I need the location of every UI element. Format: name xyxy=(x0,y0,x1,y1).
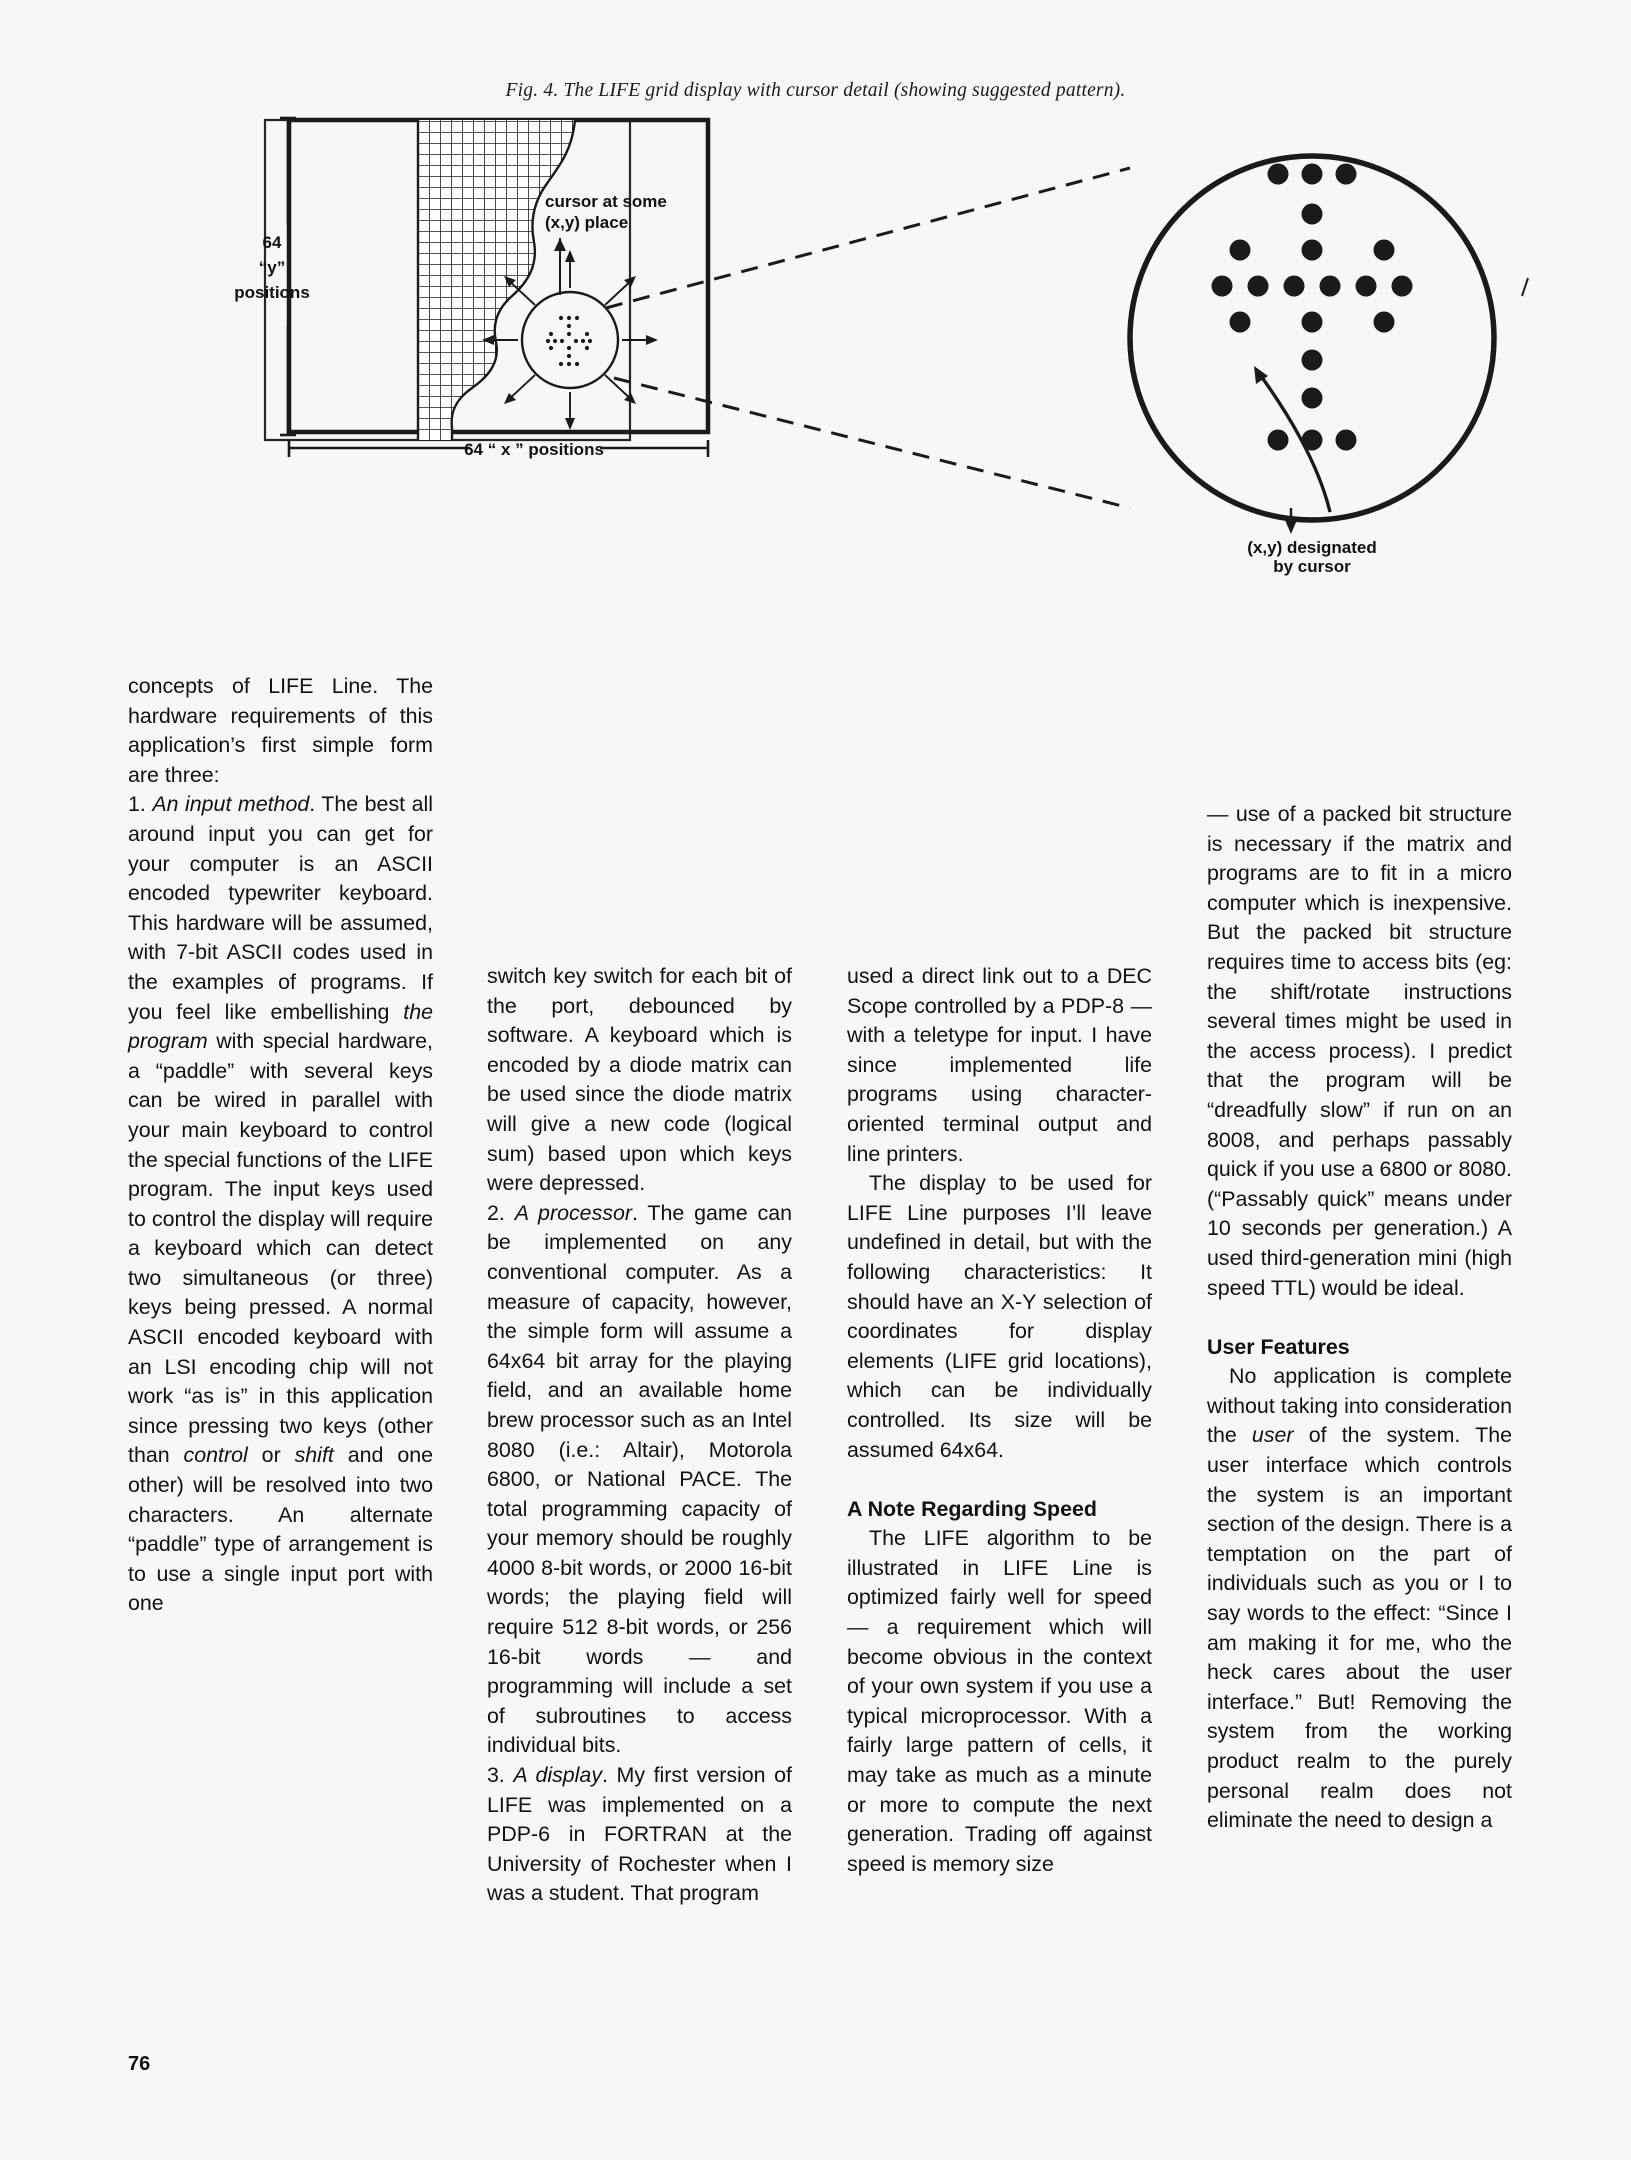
detail-tick-mark xyxy=(1522,278,1528,296)
y-axis-label xyxy=(234,233,310,302)
figure-life-grid-display xyxy=(0,110,1631,630)
paragraph: — use of a packed bit structure is necessary if the matrix and programs are to fit in a micro computer which is inexpensive. But the packed bit structure requires time to access bits (eg: the shift/rotate instructions several times might be used in the access process). I predict that the program will be “dreadfully slow” if run on an 8008, and perhaps passably quick if you use a 6800 or 8080. (“Passably quick” means under 10 seconds per generation.) A used third-generation mini (high speed TTL) would be ideal. xyxy=(1207,802,1512,1300)
paragraph: 1. An input method. The best all around input you can get for your computer is an ASCII encoded typewriter keyboard. This hardware will be assumed, with 7-bit ASCII codes used in the examples of programs. If you feel like embellishing the program with special hardware, a “paddle” with several keys can be wired in parallel with your main keyboard to control the special functions of the LIFE program. The input keys used to control the display will require a keyboard which can detect two simultaneous (or three) keys being pressed. A normal ASCII encoded keyboard with an LSI encoding chip will not work “as is” in this application since pressing two keys (other than control or shift and one other) will be resolved into two characters. An alternate “paddle” type of arrangement is to use a single input port with one xyxy=(128,792,434,1616)
paragraph: The display to be used for LIFE Line purposes I’ll leave undefined in detail, but with the following characteristics: It should have an X-Y selection of coordinates for display elements (LIFE grid locations), which can be individually controlled. Its size will be assumed 64x64. xyxy=(847,1171,1152,1462)
paragraph-spacer xyxy=(1207,1303,1512,1333)
text-column-3 xyxy=(847,962,1152,1879)
cursor-callout-label xyxy=(545,192,667,295)
cursor-label-line2: (x,y) place xyxy=(545,213,629,232)
y-axis-label-line3: positions xyxy=(234,283,310,302)
text-column-2 xyxy=(487,962,792,1909)
y-axis-label-line2: “y” xyxy=(258,258,286,277)
paragraph: 3. A display. My first version of LIFE was implemented on a PDP-6 in FORTRAN at the University of Rochester when I was a student. That program xyxy=(487,1763,792,1906)
y-axis-label-line1: 64 xyxy=(262,233,282,252)
paragraph: switch key switch for each bit of the port, debounced by software. A keyboard which is encoded by a diode matrix can be used since the diode matrix will give a new code (logical sum) based upon which keys were depressed. xyxy=(487,964,792,1196)
cursor-detail-magnified xyxy=(1130,156,1528,520)
paragraph: The LIFE algorithm to be illustrated in LIFE Line is optimized fairly well for speed — a requirement which will become obvious in the context of your own system if you use a typical microprocessor. With a fairly large pattern of cells, it may take as much as a minute or more to compute the next generation. Trading off against speed is memory size xyxy=(847,1526,1152,1876)
paragraph: used a direct link out to a DEC Scope controlled by a PDP-8 — with a teletype for input. I have since implemented life programs using character-oriented terminal output and line printers. xyxy=(847,964,1152,1166)
designated-label-line2: by cursor xyxy=(1273,557,1351,576)
paragraph: 2. A processor. The game can be implemented on any conventional computer. As a measure of capacity, however, the simple form will assume a 64x64 bit array for the playing field, and an available home brew processor such as an Intel 8080 (i.e.: Altair), Motorola 6800, or National PACE. The total programming capacity of your memory should be roughly 4000 8-bit words, or 2000 16-bit words; the playing field will require 512 8-bit words, or 256 16-bit words — and programming will include a set of subroutines to access individual bits. xyxy=(487,1200,792,1758)
text-column-4 xyxy=(1207,800,1512,1836)
cursor-label-line1: cursor at some xyxy=(545,192,667,211)
designated-label-line1: (x,y) designated xyxy=(1247,538,1377,557)
page-number: 76 xyxy=(128,2053,151,2075)
section-heading-user-features: User Features xyxy=(1207,1334,1350,1359)
figure-svg xyxy=(0,110,1631,630)
figure-caption: Fig. 4. The LIFE grid display with cursor detail (showing suggested pattern). xyxy=(505,80,1126,101)
section-heading-speed: A Note Regarding Speed xyxy=(847,1496,1097,1521)
magnified-cell-dots xyxy=(1212,164,1413,451)
paragraph: concepts of LIFE Line. The hardware requirements of this application’s first simple form are three: xyxy=(128,674,433,787)
x-axis-label: 64 “ x ” positions xyxy=(464,440,604,459)
paragraph-spacer xyxy=(847,1465,1152,1495)
paragraph: No application is complete without taking into consideration the user of the system. The user interface which controls the system is an important section of the design. There is a temptation on the part of individuals such as you or I to say words to the effect: “Since I am making it for me, who the heck cares about the user interface.” But! Removing the system from the working product realm to the purely personal realm does not eliminate the need to design a xyxy=(1207,1364,1512,1833)
cursor-detail-small xyxy=(522,292,618,388)
magnifier-leader-lines xyxy=(606,168,1130,508)
text-column-1 xyxy=(128,672,433,1619)
